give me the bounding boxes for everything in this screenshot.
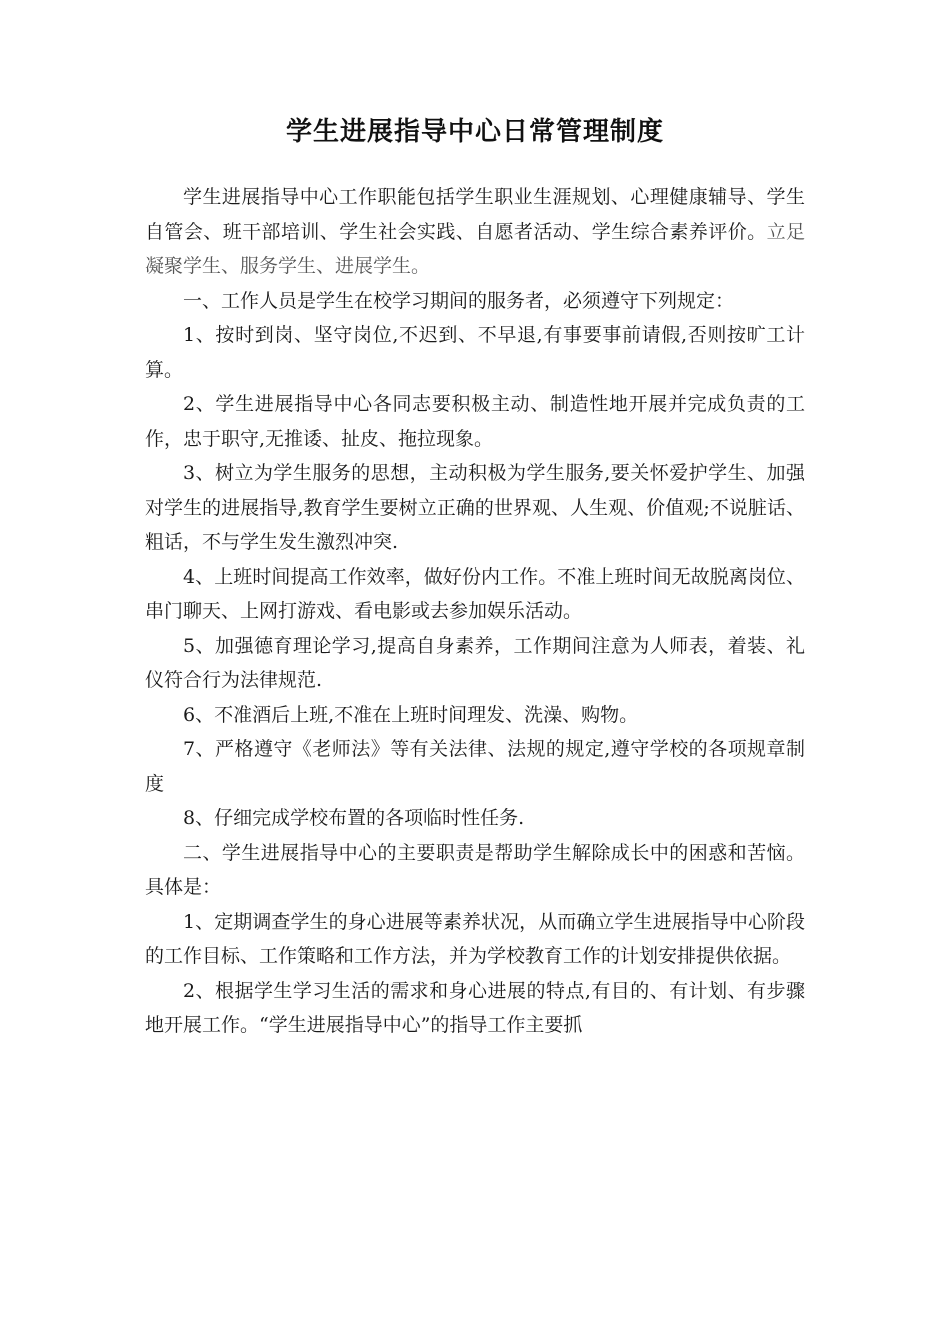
section2-heading: 二、学生进展指导中心的主要职责是帮助学生解除成长中的困惑和苦恼。具体是： (145, 841, 805, 898)
section1-item: 3、树立为学生服务的思想，主动积极为学生服务,要关怀爱护学生、加强对学生的进展指导,教育学生要树立正确的世界观、人生观、价值观;不说脏话、粗话，不与学生发生激烈冲突. (145, 462, 805, 553)
document-title: 学生进展指导中心日常管理制度 (285, 117, 664, 147)
intro-tail-text: 立足凝聚学生、服务学生、进展学生。 (145, 220, 805, 277)
section2-item: 2、根据学生学习生活的需求和身心进展的特点,有目的、有计划、有步骤地开展工作。“学生进展指导中心”的指导工作主要抓 (145, 979, 805, 1036)
section1-item: 2、学生进展指导中心各同志要积极主动、制造性地开展并完成负责的工作，忠于职守,无推诿、扯皮、拖拉现象。 (145, 393, 805, 450)
document-body (145, 180, 805, 1043)
section1-item: 5、加强德育理论学习,提高自身素养，工作期间注意为人师表，着装、礼仪符合行为法律规范. (145, 634, 805, 691)
intro-paragraph (145, 180, 805, 284)
section2-item: 1、定期调查学生的身心进展等素养状况，从而确立学生进展指导中心阶段的工作目标、工作策略和工作方法，并为学校教育工作的计划安排提供依据。 (145, 910, 805, 967)
section1-heading: 一、工作人员是学生在校学习期间的服务者，必须遵守下列规定： (183, 289, 735, 312)
section1-item: 8、仔细完成学校布置的各项临时性任务. (183, 807, 525, 829)
section1-item: 4、上班时间提高工作效率，做好份内工作。不准上班时间无故脱离岗位、串门聊天、上网打游戏、看电影或去参加娱乐活动。 (145, 565, 805, 622)
intro-main-text: 学生进展指导中心工作职能包括学生职业生涯规划、心理健康辅导、学生自管会、班干部培训、学生社会实践、自愿者活动、学生综合素养评价。 (145, 186, 805, 243)
section1-item: 7、严格遵守《老师法》等有关法律、法规的规定,遵守学校的各项规章制度 (145, 738, 805, 795)
section1-item: 1、按时到岗、坚守岗位,不迟到、不早退,有事要事前请假,否则按旷工计算。 (145, 324, 805, 381)
section1-item: 6、不准酒后上班,不准在上班时间理发、洗澡、购物。 (183, 703, 639, 726)
